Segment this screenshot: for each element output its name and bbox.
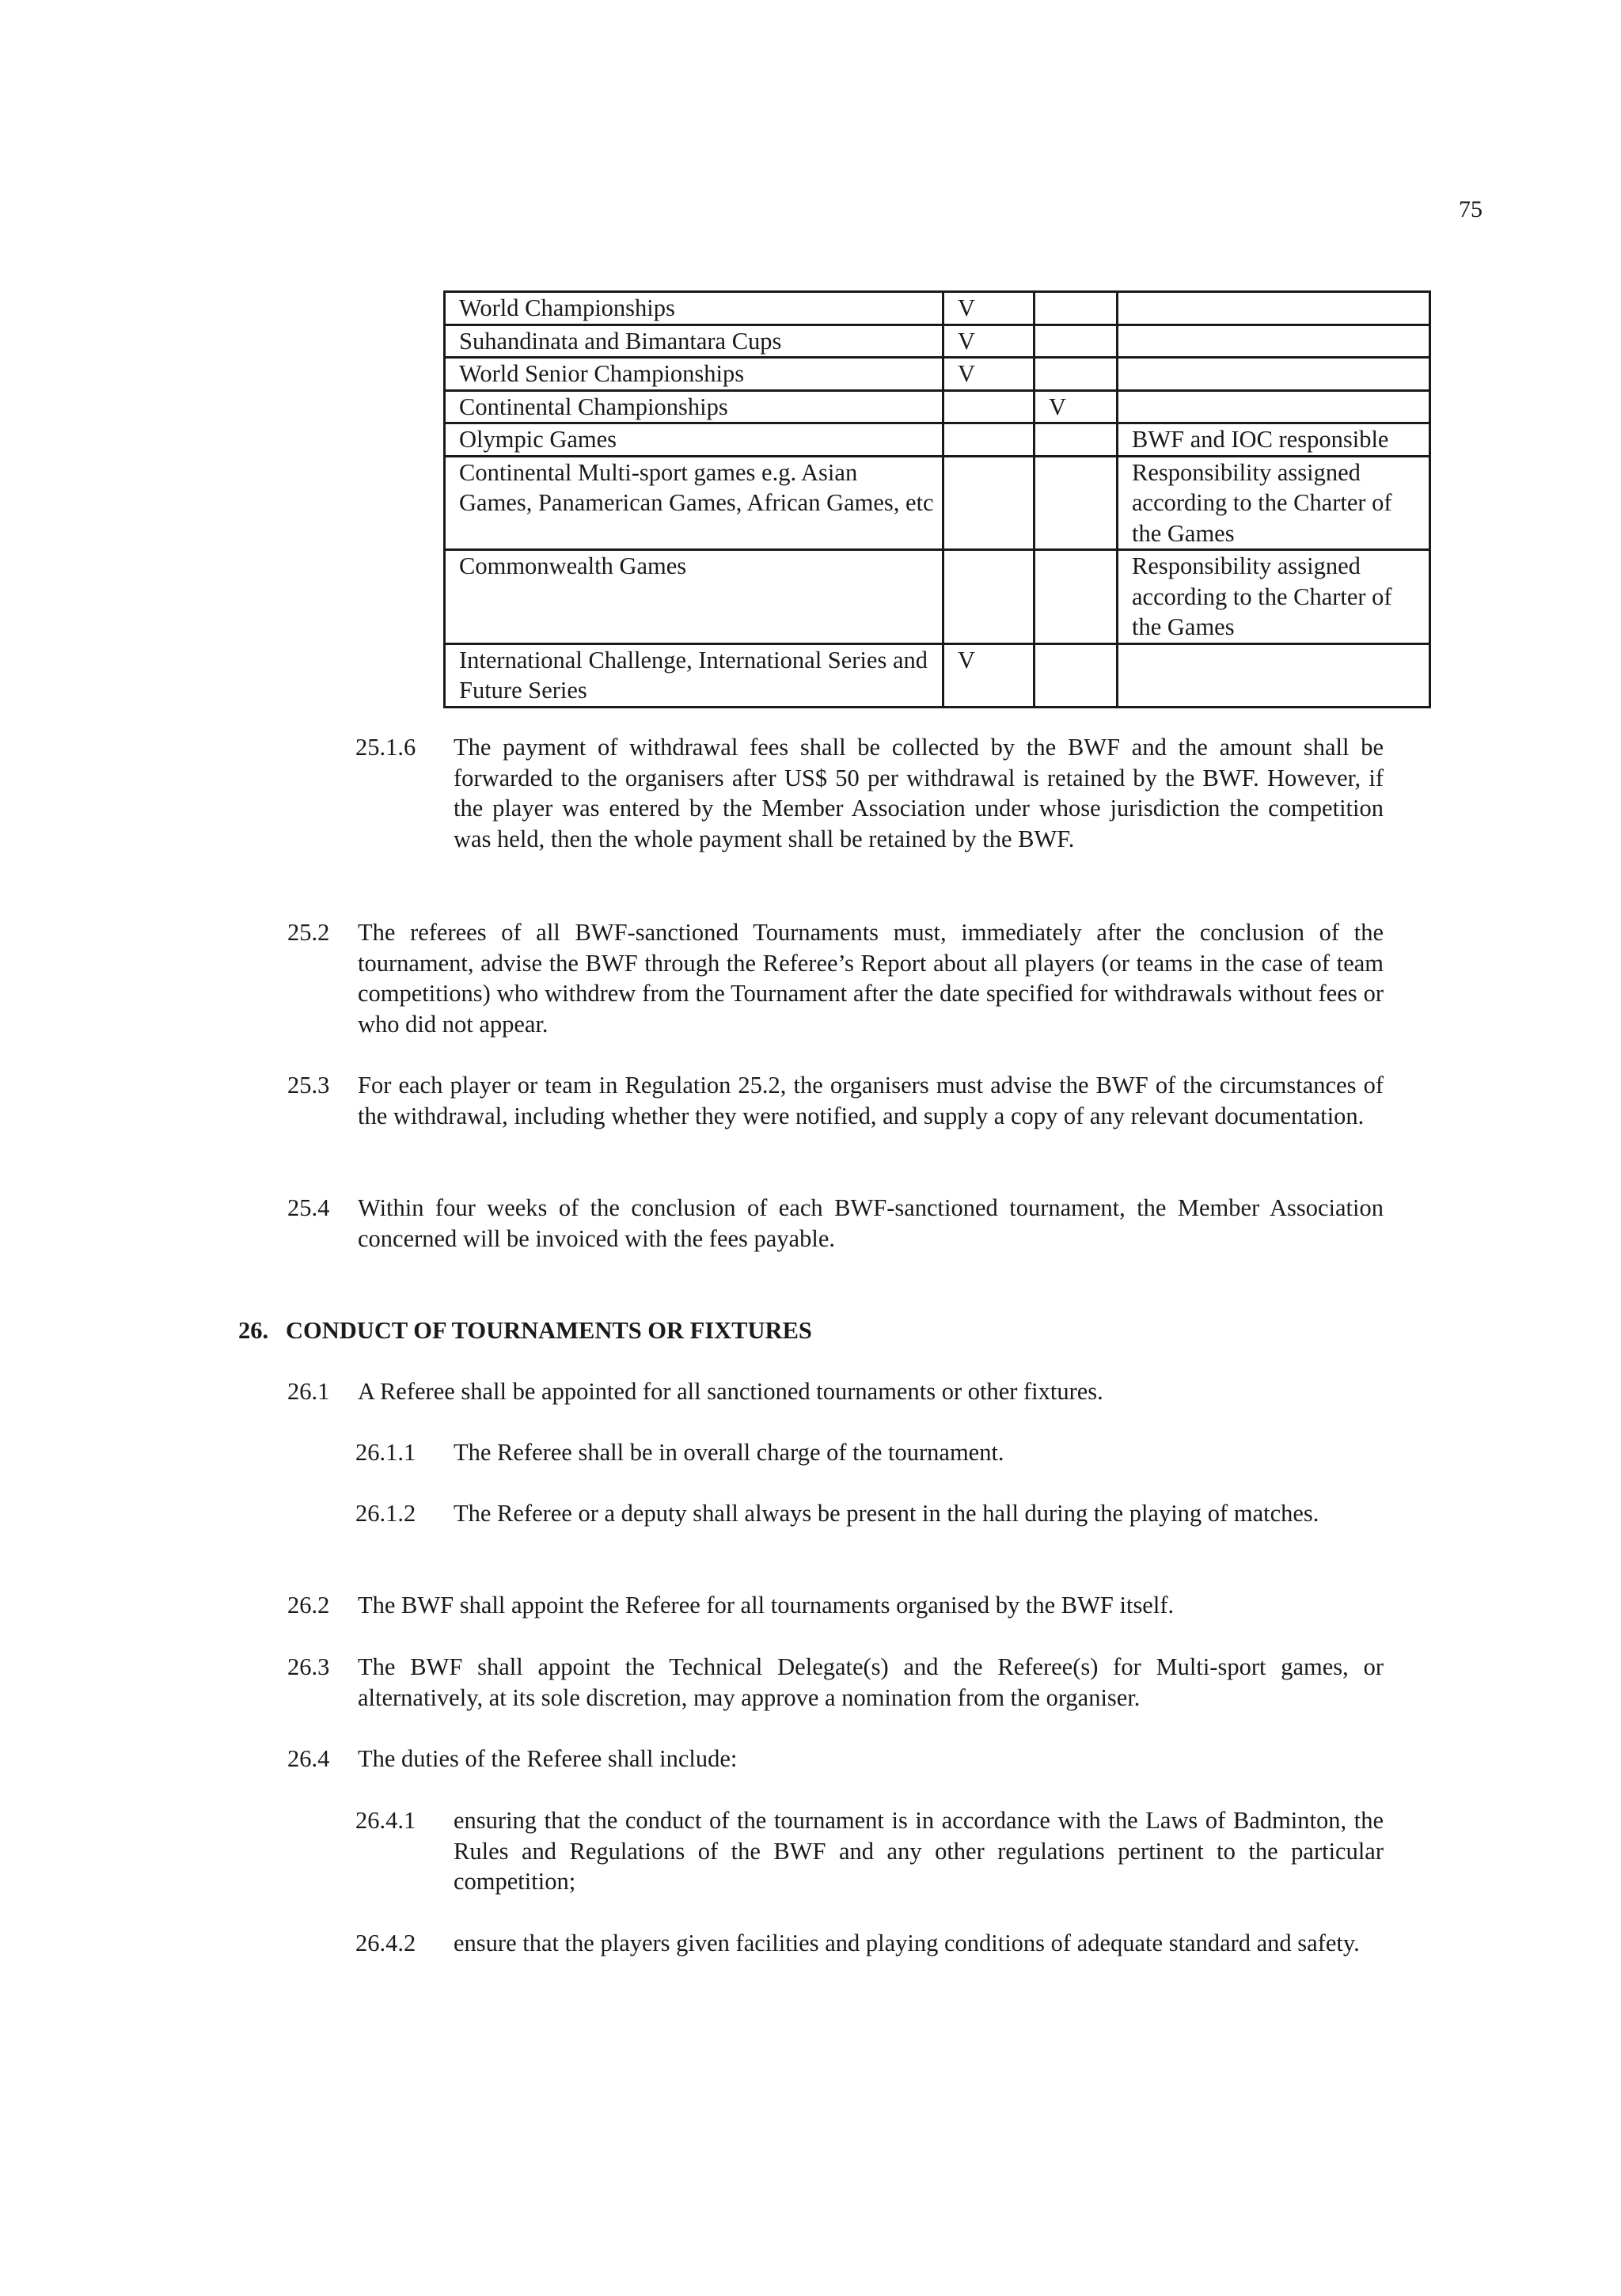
paragraph-26-4-1: ensuring that the conduct of the tournament is in accordance with the Laws of Badminton, the Rules and Regulations of the BWF and any other regulations pertinent to the particular competition; bbox=[454, 1807, 1384, 1895]
table-cell-note: Responsibility assigned according to the Charter of the Games bbox=[1118, 550, 1430, 644]
section-number: 25.1.6 bbox=[355, 734, 416, 761]
paragraph-26-2: The BWF shall appoint the Referee for all tournaments organised by the BWF itself. bbox=[358, 1592, 1175, 1619]
table-cell-mark-a bbox=[943, 456, 1034, 550]
table-row bbox=[445, 324, 1430, 358]
table-cell-mark-b bbox=[1034, 358, 1118, 391]
table-row bbox=[445, 550, 1430, 644]
responsibility-table bbox=[443, 290, 1431, 708]
table-cell-name: Suhandinata and Bimantara Cups bbox=[445, 324, 943, 358]
section-number: 26.4.1 bbox=[355, 1807, 416, 1834]
section-number: 26.1.2 bbox=[355, 1500, 416, 1527]
table-cell-name: Olympic Games bbox=[445, 423, 943, 457]
table-cell-note: BWF and IOC responsible bbox=[1118, 423, 1430, 457]
table-cell-mark-b bbox=[1034, 643, 1118, 707]
paragraph-26-4-2: ensure that the players given facilities and playing conditions of adequate standard and safety. bbox=[454, 1930, 1360, 1956]
table-cell-mark-b bbox=[1034, 423, 1118, 457]
table-row bbox=[445, 643, 1430, 707]
table-cell-mark-a bbox=[943, 390, 1034, 423]
table-cell-note bbox=[1118, 390, 1430, 423]
table-cell-mark-a: V bbox=[943, 292, 1034, 325]
section-number: 25.3 bbox=[287, 1072, 330, 1099]
section-heading-title: CONDUCT OF TOURNAMENTS OR FIXTURES bbox=[286, 1317, 812, 1344]
section-number: 26.4 bbox=[287, 1745, 330, 1772]
section-number: 26.4.2 bbox=[355, 1930, 416, 1956]
section-number: 26.3 bbox=[287, 1653, 330, 1680]
table-cell-name: World Senior Championships bbox=[445, 358, 943, 391]
paragraph-25-2: The referees of all BWF-sanctioned Tournaments must, immediately after the conclusion of the tournament, advise the BWF through the Referee’s Report about all players (or teams in the case of team competitions) who withdrew from the Tournament after the date specified for withdrawals without fees or who did not appear. bbox=[358, 919, 1384, 1038]
table-cell-mark-b bbox=[1034, 292, 1118, 325]
table-row bbox=[445, 292, 1430, 325]
paragraph-26-3: The BWF shall appoint the Technical Delegate(s) and the Referee(s) for Multi-sport games, or alternatively, at its sole discretion, may approve a nomination from the organiser. bbox=[358, 1653, 1384, 1711]
table-cell-mark-a: V bbox=[943, 358, 1034, 391]
table-cell-name: World Championships bbox=[445, 292, 943, 325]
section-number: 25.4 bbox=[287, 1194, 330, 1221]
table-cell-note bbox=[1118, 324, 1430, 358]
table-cell-mark-a: V bbox=[943, 643, 1034, 707]
table-cell-note bbox=[1118, 358, 1430, 391]
table-cell-mark-a: V bbox=[943, 324, 1034, 358]
table-cell-note bbox=[1118, 643, 1430, 707]
table-cell-note: Responsibility assigned according to the Charter of the Games bbox=[1118, 456, 1430, 550]
table-cell-mark-b bbox=[1034, 324, 1118, 358]
table-cell-note bbox=[1118, 292, 1430, 325]
paragraph-25-4: Within four weeks of the conclusion of each BWF-sanctioned tournament, the Member Association concerned will be invoiced with the fees payable. bbox=[358, 1194, 1384, 1252]
section-heading-number: 26. bbox=[238, 1317, 269, 1344]
table-cell-mark-b bbox=[1034, 456, 1118, 550]
table-cell-mark-a bbox=[943, 423, 1034, 457]
table-row bbox=[445, 358, 1430, 391]
section-number: 25.2 bbox=[287, 919, 330, 946]
paragraph-26-1-1: The Referee shall be in overall charge of the tournament. bbox=[454, 1439, 1004, 1466]
table-row bbox=[445, 456, 1430, 550]
table-cell-name: Commonwealth Games bbox=[445, 550, 943, 644]
section-number: 26.2 bbox=[287, 1592, 330, 1619]
table-row bbox=[445, 423, 1430, 457]
paragraph-26-4: The duties of the Referee shall include: bbox=[358, 1745, 738, 1772]
table-cell-name: Continental Multi-sport games e.g. Asian Games, Panamerican Games, African Games, etc bbox=[445, 456, 943, 550]
paragraph-26-1: A Referee shall be appointed for all sanctioned tournaments or other fixtures. bbox=[358, 1378, 1103, 1405]
table-row bbox=[445, 390, 1430, 423]
table-cell-name: Continental Championships bbox=[445, 390, 943, 423]
section-number: 26.1 bbox=[287, 1378, 330, 1405]
table-cell-name: International Challenge, International Series and Future Series bbox=[445, 643, 943, 707]
paragraph-26-1-2: The Referee or a deputy shall always be present in the hall during the playing of matches. bbox=[454, 1500, 1319, 1527]
table-cell-mark-b bbox=[1034, 550, 1118, 644]
page-number: 75 bbox=[1459, 196, 1482, 222]
table-cell-mark-a bbox=[943, 550, 1034, 644]
paragraph-25-3: For each player or team in Regulation 25.2, the organisers must advise the BWF of the circumstances of the withdrawal, including whether they were notified, and supply a copy of any relevant documentation. bbox=[358, 1072, 1384, 1129]
paragraph-25-1-6: The payment of withdrawal fees shall be collected by the BWF and the amount shall be forwarded to the organisers after US$ 50 per withdrawal is retained by the BWF. However, if the player was entered by the Member Association under whose jurisdiction the competition was held, then the whole payment shall be retained by the BWF. bbox=[454, 734, 1384, 852]
table-cell-mark-b: V bbox=[1034, 390, 1118, 423]
section-number: 26.1.1 bbox=[355, 1439, 416, 1466]
